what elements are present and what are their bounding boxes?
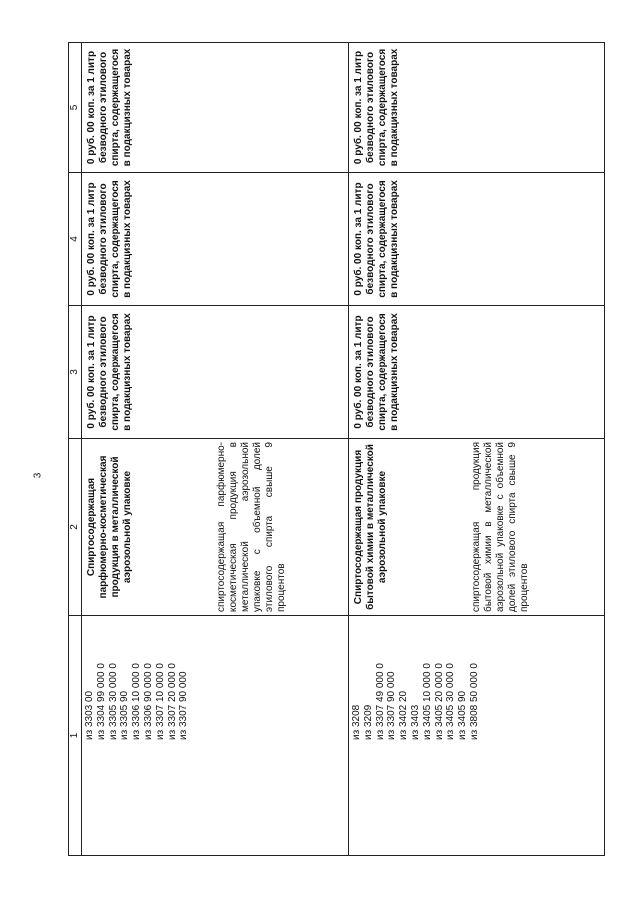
- code-item: из 3209: [362, 704, 374, 740]
- excise-rate-table: [68, 42, 605, 856]
- code-item: из 3306 10 000 0: [131, 663, 143, 740]
- rate-text: 0 руб. 00 коп. за 1 литр безводного этилового спирта, содержащегося в подакцизных товарах: [353, 313, 400, 431]
- code-item: из 3307 90 000: [178, 671, 190, 740]
- rate-cell-col5: [349, 43, 605, 173]
- col-header-3: 3: [69, 306, 82, 439]
- rate-text: 0 руб. 00 коп. за 1 литр безводного этилового спирта, содержащегося в подакцизных товарах: [86, 48, 133, 167]
- code-item: из 3405 10 000 0: [421, 663, 433, 740]
- page-number: 3: [32, 472, 44, 479]
- code-item: из 3306 90 000 0: [142, 663, 154, 740]
- code-item: из 3305 30 000 0: [107, 663, 119, 740]
- code-item: из 3402 20: [398, 690, 410, 740]
- col-header-4: 4: [69, 173, 82, 306]
- col-header-1: 1: [69, 616, 82, 856]
- code-list: [351, 620, 481, 740]
- code-item: из 3307 10 000 0: [154, 663, 166, 740]
- rate-text: 0 руб. 00 коп. за 1 литр безводного этилового спирта, содержащегося в подакцизных товарах: [86, 313, 133, 431]
- code-item: из 3307 20 000 0: [166, 663, 178, 740]
- rate-cell-col5: [82, 43, 349, 173]
- table-row: [349, 43, 605, 856]
- product-description: спиртосодержащая продукция бытовой химии в металлической аэрозольной упаковке с объемной долей этилового спирта свыше 9 процентов: [471, 442, 530, 612]
- code-item: из 3307 49 000 0: [374, 663, 386, 740]
- code-item: из 3808 50 000 0: [468, 663, 480, 740]
- rate-cell-col3: [349, 306, 605, 439]
- description-cell: [82, 439, 349, 616]
- col-header-5: 5: [69, 43, 82, 173]
- product-title: Спиртосодержащая парфюмерно-косметическая продукция в металлической аэрозольной упаковке: [86, 455, 133, 599]
- rate-text: 0 руб. 00 коп. за 1 литр безводного этилового спирта, содержащегося в подакцизных товарах: [353, 180, 400, 298]
- code-item: из 3303 00: [84, 690, 95, 740]
- rate-text: 0 руб. 00 коп. за 1 литр безводного этилового спирта, содержащегося в подакцизных товарах: [353, 48, 400, 167]
- code-cell: [349, 616, 605, 856]
- col-header-2: 2: [69, 439, 82, 616]
- rate-text: 0 руб. 00 коп. за 1 литр безводного этилового спирта, содержащегося в подакцизных товарах: [86, 180, 133, 298]
- rate-cell-col4: [82, 173, 349, 306]
- code-item: из 3405 20 000 0: [433, 663, 445, 740]
- code-item: из 3405 90: [457, 690, 469, 740]
- table-row: [82, 43, 349, 856]
- code-item: из 3304 99 000 0: [95, 663, 107, 740]
- code-item: из 3403: [409, 704, 421, 740]
- code-item: из 3405 30 000 0: [445, 663, 457, 740]
- product-title: Спиртосодержащая продукция бытовой химии в металлической аэрозольной упаковке: [353, 444, 388, 610]
- code-item: из 3305 90: [119, 690, 131, 740]
- product-description: спиртосодержащая парфюмерно-косметическая продукция в металлической аэрозольной упаковке с объемной долей этилового спирта свыше 9 процентов: [216, 442, 287, 612]
- code-list: [84, 620, 190, 740]
- rate-cell-col3: [82, 306, 349, 439]
- description-cell: [349, 439, 605, 616]
- header-row: [69, 43, 82, 856]
- rotated-table-container: [68, 43, 608, 856]
- code-cell: [82, 616, 349, 856]
- code-item: из 3208: [351, 704, 362, 740]
- rate-cell-col4: [349, 173, 605, 306]
- code-item: из 3307 90 000: [386, 671, 398, 740]
